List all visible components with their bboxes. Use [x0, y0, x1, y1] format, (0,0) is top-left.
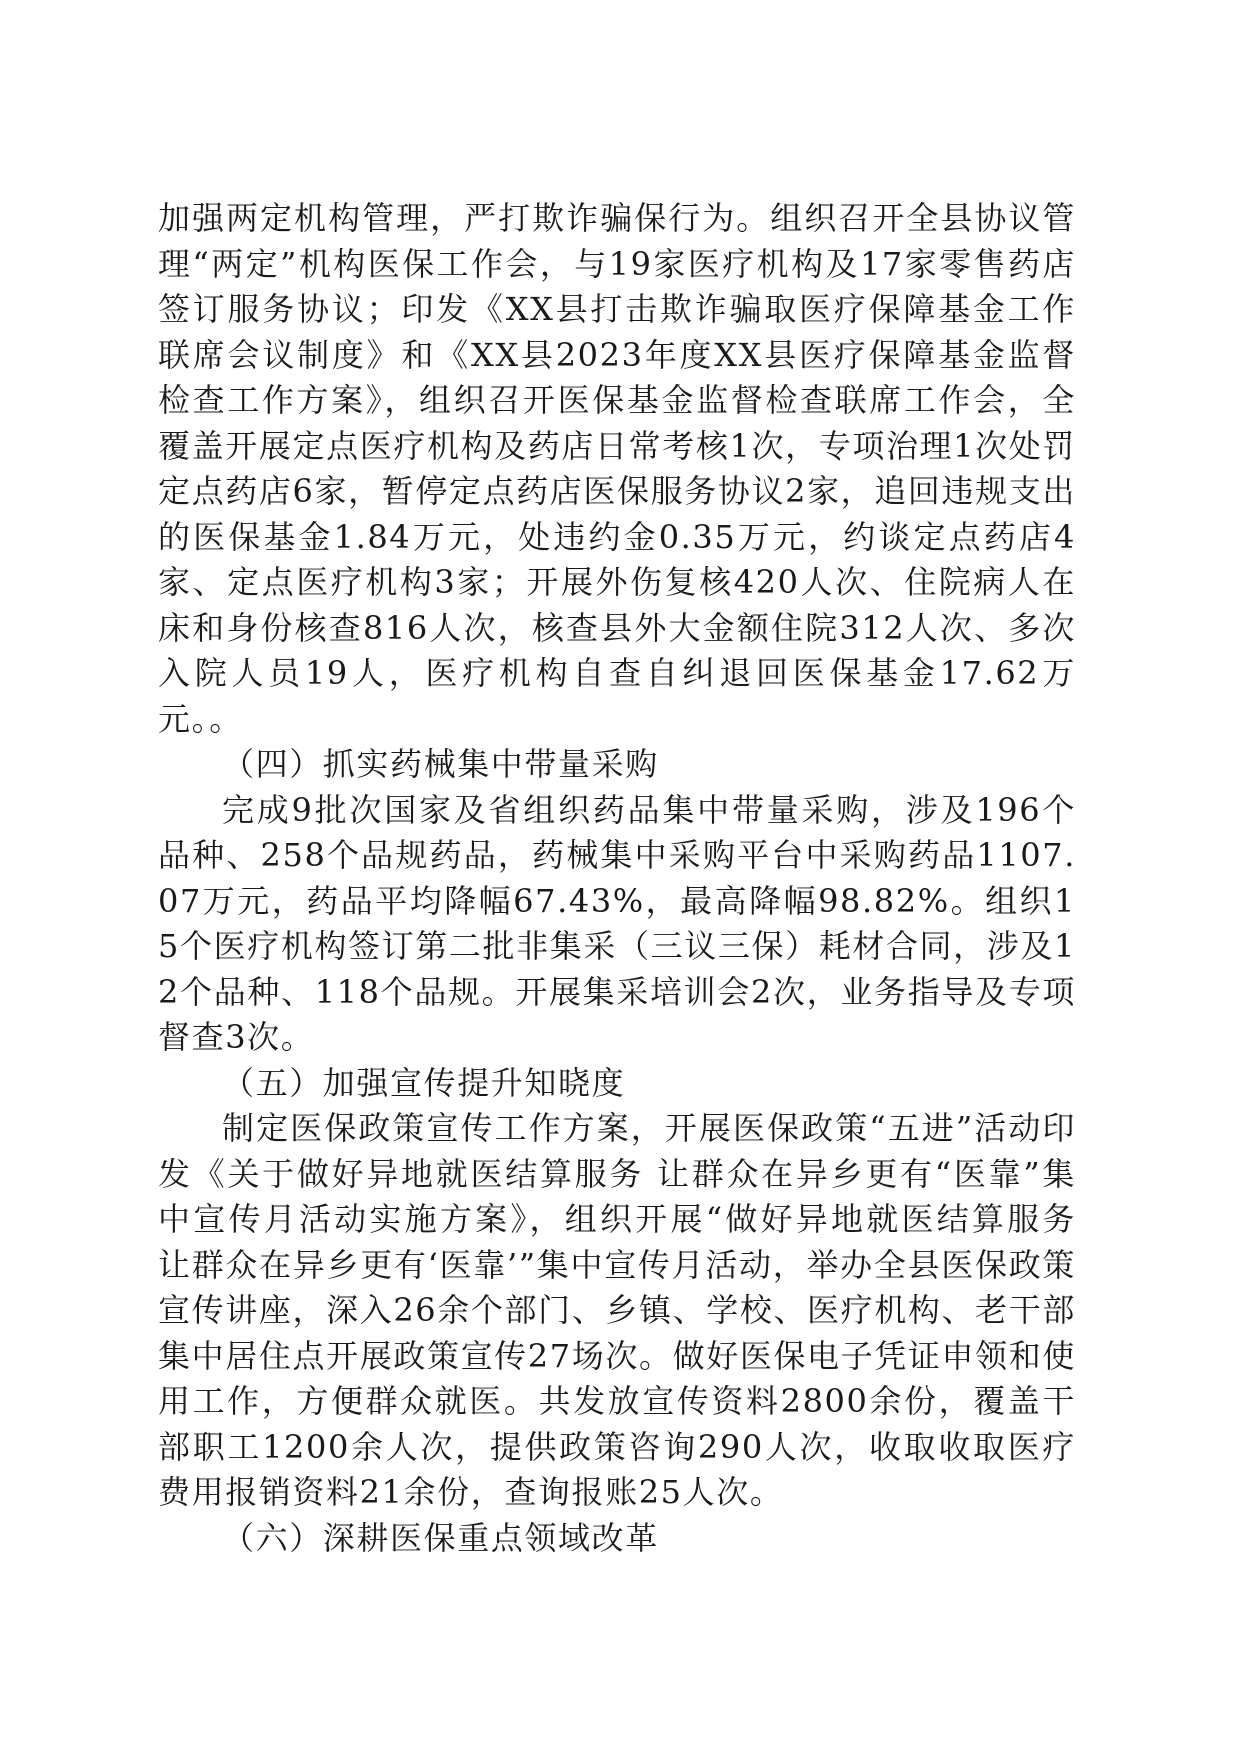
paragraph-procurement: 完成9批次国家及省组织药品集中带量采购，涉及196个品种、258个品规药品，药械集中采购平台中采购药品1107.07万元，药品平均降幅67.43%，最高降幅98.82%。组织15个医疗机构签订第二批非集采（三议三保）耗材合同，涉及12个品种、118个品规。开展集采培训会2次，业务指导及专项督查3次。 [158, 790, 1076, 1056]
section-heading-5: （五）加强宣传提升知晓度 [222, 1063, 626, 1102]
paragraph-publicity: 制定医保政策宣传工作方案，开展医保政策“五进”活动印发《关于做好异地就医结算服务 让群众在异乡更有“医靠”集中宣传月活动实施方案》，组织开展“做好异地就医结算服务 让群众在异乡更有‘医靠’”集中宣传月活动，举办全县医保政策宣传讲座，深入26余个部门、乡镇、学校、医疗机构、老干部集中居住点开展政策宣传27场次。做好医保电子凭证申领和使用工作，方便群众就医。共发放宣传资料2800余份，覆盖干部职工1200余人次，提供政策咨询290人次，收取收取医疗费用报销资料21余份，查询报账25人次。 [158, 1109, 1076, 1511]
section-heading-4: （四）抓实药械集中带量采购 [222, 745, 659, 783]
document-page [158, 196, 1076, 1561]
paragraph-two-designated-institutions: 加强两定机构管理，严打欺诈骗保行为。组织召开全县协议管理“两定”机构医保工作会，与19家医疗机构及17家零售药店签订服务协议；印发《XX县打击欺诈骗取医疗保障基金工作联席会议制度》和《XX县2023年度XX县医疗保障基金监督检查工作方案》，组织召开医保基金监督检查联席工作会，全覆盖开展定点医疗机构及药店日常考核1次，专项治理1次处罚定点药店6家，暂停定点药店医保服务协议2家，追回违规支出的医保基金1.84万元，处违约金0.35万元，约谈定点药店4家、定点医疗机构3家；开展外伤复核420人次、住院病人在床和身份核查816人次，核查县外大金额住院312人次、多次入院人员19人，医疗机构自查自纠退回医保基金17.62万元。。 [158, 199, 1076, 738]
section-heading-6: （六）深耕医保重点领域改革 [222, 1518, 659, 1557]
